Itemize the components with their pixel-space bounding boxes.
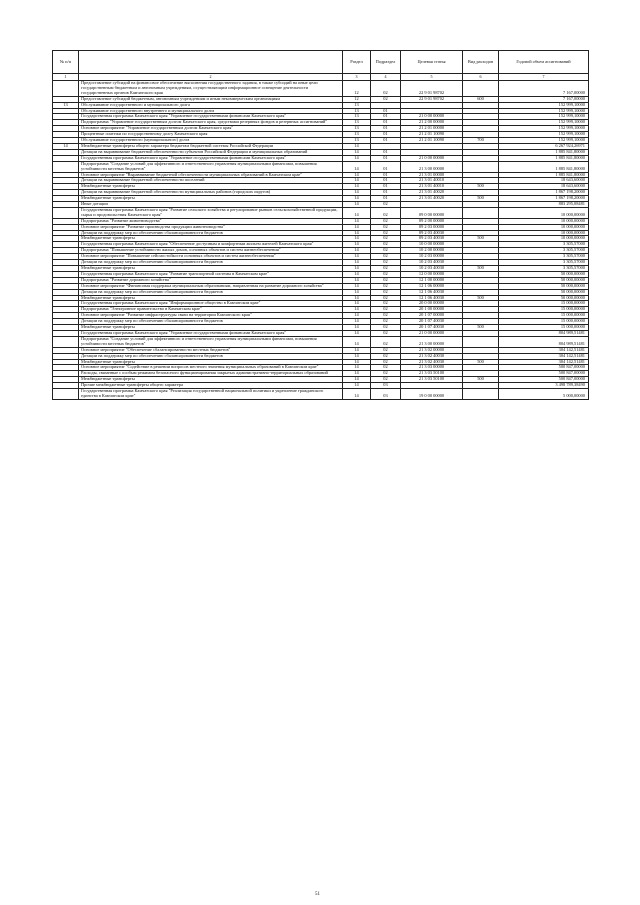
- row-podrazdel: 02: [371, 325, 401, 331]
- row-name: Государственная программа Камчатского края "Реализация государственной национальной политики и укрепление гражданского единства в Камчатском крае": [79, 389, 343, 400]
- row-amount: 500 847,00000: [499, 371, 589, 377]
- row-name: Государственная программа Камчатского края "Развитие транспортной системы в Камчатском крае": [79, 271, 343, 277]
- row-name: Предоставление субсидий на финансовое обеспечение выполнения государственного задания, в также субсидий на иные цели государственным бюджетным и автономным учреждениям, осуществляющим информационное освещение деятельности государственных органов Камчатского края: [79, 81, 343, 97]
- row-razdel: 14: [343, 383, 371, 389]
- row-name: Основное мероприятие "Содействие в решении вопросов местного значения муниципальных образований в Камчатском крае": [79, 365, 343, 371]
- row-amount: 1 885 841,80000: [499, 149, 589, 155]
- row-podrazdel: 01: [371, 196, 401, 202]
- row-csr: 21 3 00 00000: [401, 161, 463, 172]
- row-vr: 500: [463, 295, 499, 301]
- row-amount: 152 999,10000: [499, 138, 589, 144]
- row-name: Межбюджетные трансферты: [79, 266, 343, 272]
- row-razdel: 13: [343, 102, 371, 108]
- row-razdel: 13: [343, 108, 371, 114]
- row-podrazdel: 03: [371, 389, 401, 400]
- table-header-row: [53, 51, 589, 74]
- row-podrazdel: 02: [371, 248, 401, 254]
- row-amount: 18 643,60000: [499, 178, 589, 184]
- row-vr: 500: [463, 266, 499, 272]
- row-amount: 10 000,00000: [499, 218, 589, 224]
- row-name: Государственная программа Камчатского края "Управление государственными финансами Камчатского края": [79, 155, 343, 161]
- row-csr: 21 3 02 40030: [401, 359, 463, 365]
- row-amount: 50 000,00000: [499, 295, 589, 301]
- table-row: [53, 81, 589, 97]
- row-csr: 10 2 03 40030: [401, 260, 463, 266]
- row-vr: 500: [463, 325, 499, 331]
- row-vr: 500: [463, 196, 499, 202]
- row-amount: 50 000,00000: [499, 277, 589, 283]
- row-name: Основное мероприятие "Развитие производства продукции животноводства": [79, 224, 343, 230]
- table-row: [53, 161, 589, 172]
- index-cell: 1: [53, 74, 79, 81]
- header-csr: Целевая статья: [401, 51, 463, 74]
- row-podrazdel: 02: [371, 271, 401, 277]
- row-amount: 304 142,51481: [499, 359, 589, 365]
- row-vr: 600: [463, 96, 499, 102]
- row-razdel: 14: [343, 236, 371, 242]
- row-razdel: 14: [343, 207, 371, 218]
- row-podrazdel: 02: [371, 277, 401, 283]
- row-name: Основное мероприятие "Выравнивание бюджетной обеспеченности муниципальных образований в Камчатском крае": [79, 172, 343, 178]
- row-csr: 21 0 00 00000: [401, 155, 463, 161]
- row-podrazdel: 02: [371, 353, 401, 359]
- row-name: Межбюджетные трансферты: [79, 325, 343, 331]
- row-podrazdel: 01: [371, 178, 401, 184]
- header-amount: Годовой объем ассигнований: [499, 51, 589, 74]
- row-name: Дотации на поддержку мер по обеспечению сбалансированности бюджетов: [79, 260, 343, 266]
- row-podrazdel: 02: [371, 236, 401, 242]
- row-csr: 20 1 07 40030: [401, 325, 463, 331]
- row-amount: 18 643,60000: [499, 184, 589, 190]
- row-podrazdel: 02: [371, 347, 401, 353]
- row-vr: 500: [463, 377, 499, 383]
- index-cell: 2: [79, 74, 343, 81]
- row-name: Государственная программа Камчатского края "Управление государственными финансами Камчатского края": [79, 330, 343, 336]
- row-razdel: 14: [343, 319, 371, 325]
- row-razdel: 14: [343, 359, 371, 365]
- row-csr: 21 3 03 50100: [401, 371, 463, 377]
- row-name: Прочие межбюджетные трансферты общего характера: [79, 383, 343, 389]
- row-razdel: 14: [343, 353, 371, 359]
- row-csr: 12 1 00 00000: [401, 277, 463, 283]
- row-name: Основное мероприятие "Развитие инфраструктуры связи на территории Камчатского края": [79, 313, 343, 319]
- row-csr: 21 3 03 50100: [401, 377, 463, 383]
- row-amount: 7 167,00000: [499, 81, 589, 97]
- row-razdel: 14: [343, 190, 371, 196]
- table-body: [53, 81, 589, 400]
- row-razdel: 14: [343, 230, 371, 236]
- row-csr: 21 3 02 00000: [401, 347, 463, 353]
- row-podrazdel: 01: [371, 132, 401, 138]
- row-amount: 7 167,00000: [499, 96, 589, 102]
- row-podrazdel: 02: [371, 283, 401, 289]
- row-podrazdel: 02: [371, 377, 401, 383]
- row-amount: 3 305,57000: [499, 248, 589, 254]
- row-csr: 21 3 01 40010: [401, 178, 463, 184]
- row-razdel: 14: [343, 330, 371, 336]
- row-razdel: 14: [343, 377, 371, 383]
- row-name: Межбюджетные трансферты: [79, 184, 343, 190]
- row-amount: 6 267 924,26971: [499, 143, 589, 149]
- row-csr: 09 0 00 00000: [401, 207, 463, 218]
- row-name: Подпрограмма "Создание условий для эффективного и ответственного управления муниципальными финансами, повышения устойчивости местных бюджетов": [79, 161, 343, 172]
- row-razdel: 14: [343, 301, 371, 307]
- row-vr: [463, 161, 499, 172]
- row-podrazdel: 02: [371, 319, 401, 325]
- row-csr: 21 3 00 00000: [401, 336, 463, 347]
- row-amount: 883 295,08481: [499, 202, 589, 208]
- row-razdel: 14: [343, 149, 371, 155]
- row-amount: 804 989,51481: [499, 330, 589, 336]
- row-podrazdel: 02: [371, 266, 401, 272]
- row-name: Межбюджетные трансферты: [79, 295, 343, 301]
- row-amount: 152 999,10000: [499, 102, 589, 108]
- row-podrazdel: 02: [371, 207, 401, 218]
- row-razdel: 13: [343, 138, 371, 144]
- row-number: [53, 207, 79, 218]
- row-podrazdel: 01: [371, 172, 401, 178]
- row-name: Предоставление субсидий бюджетным, автономным учреждениям и иным некоммерческим организациям: [79, 96, 343, 102]
- row-razdel: 14: [343, 260, 371, 266]
- row-razdel: 14: [343, 313, 371, 319]
- row-amount: 152 999,10000: [499, 120, 589, 126]
- row-amount: 3 305,57000: [499, 242, 589, 248]
- row-csr: 10 2 03 40030: [401, 266, 463, 272]
- row-csr: 21 0 00 00000: [401, 330, 463, 336]
- row-name: Расходы, связанные с особым режимом безопасного функционирования закрытых административно-территориальных образований: [79, 371, 343, 377]
- row-name: Подпрограмма "Развитие животноводства": [79, 218, 343, 224]
- row-amount: 152 999,10000: [499, 126, 589, 132]
- row-amount: 10 000,00000: [499, 224, 589, 230]
- row-podrazdel: 01: [371, 161, 401, 172]
- row-name: Межбюджетные трансферты общего характера бюджетам бюджетной системы Российской Федерации: [79, 143, 343, 149]
- row-podrazdel: 02: [371, 230, 401, 236]
- row-amount: 804 989,51481: [499, 336, 589, 347]
- row-podrazdel: 02: [371, 81, 401, 97]
- index-cell: 7: [499, 74, 589, 81]
- row-name: Обслуживание государственного внутреннего и муниципального долга: [79, 108, 343, 114]
- row-name: Государственная программа Камчатского края "Информационное общество в Камчатском крае": [79, 301, 343, 307]
- row-razdel: 14: [343, 161, 371, 172]
- row-amount: 304 142,51481: [499, 353, 589, 359]
- row-name: Государственная программа Камчатского края "Обеспечение доступным и комфортным жильем жителей Камчатского края": [79, 242, 343, 248]
- row-podrazdel: 02: [371, 307, 401, 313]
- table-row: [53, 389, 589, 400]
- row-amount: 50 000,00000: [499, 289, 589, 295]
- row-csr: 09 2 03 00000: [401, 224, 463, 230]
- row-name: Межбюджетные трансферты: [79, 236, 343, 242]
- row-csr: 21 3 03 00000: [401, 365, 463, 371]
- row-amount: 50 000,00000: [499, 283, 589, 289]
- row-amount: 15 000,00000: [499, 307, 589, 313]
- index-cell: 4: [371, 74, 401, 81]
- row-name: Основное мероприятие "Повышение сейсмостойкости основных объектов и систем жизнеобеспечения": [79, 254, 343, 260]
- row-csr: 21 2 01 10090: [401, 132, 463, 138]
- row-name: Обслуживание государственного (муниципального) долга: [79, 138, 343, 144]
- row-name: Процентные платежи по государственному долгу Камчатского края: [79, 132, 343, 138]
- row-csr: 21 3 01 40020: [401, 190, 463, 196]
- row-name: Основное мероприятие "Управление государственным долгом Камчатского края": [79, 126, 343, 132]
- row-name: Подпрограмма "Управление государственным долгом Камчатского края, средствами резервных фондов и резервных ассигнований": [79, 120, 343, 126]
- row-podrazdel: 02: [371, 242, 401, 248]
- row-name: Иные дотации: [79, 202, 343, 208]
- row-csr: 21 3 01 40010: [401, 184, 463, 190]
- row-csr: 21 0 00 00000: [401, 114, 463, 120]
- header-name: [79, 51, 343, 74]
- row-name: Дотации на выравнивание бюджетной обеспеченности субъектов Российской Федерации и муниципальных образований: [79, 149, 343, 155]
- row-razdel: 14: [343, 325, 371, 331]
- row-csr: 20 1 07 00000: [401, 313, 463, 319]
- row-razdel: 14: [343, 143, 371, 149]
- row-razdel: 14: [343, 371, 371, 377]
- row-razdel: 14: [343, 155, 371, 161]
- row-name: Дотации на выравнивание бюджетной обеспеченности муниципальных районов (городских округов): [79, 190, 343, 196]
- row-vr: [463, 389, 499, 400]
- row-csr: 21 2 01 00000: [401, 126, 463, 132]
- row-podrazdel: 01: [371, 149, 401, 155]
- index-cell: 3: [343, 74, 371, 81]
- row-number: 14: [53, 143, 79, 149]
- row-podrazdel: 02: [371, 301, 401, 307]
- row-name: Подпрограмма "Электронное правительство в Камчатском крае": [79, 307, 343, 313]
- row-podrazdel: 02: [371, 260, 401, 266]
- row-razdel: 14: [343, 266, 371, 272]
- row-csr: 21 3 01 40020: [401, 196, 463, 202]
- row-amount: 1 885 841,80000: [499, 161, 589, 172]
- row-razdel: 14: [343, 242, 371, 248]
- row-number: [53, 161, 79, 172]
- row-name: Дотации на поддержку мер по обеспечению сбалансированности бюджетов: [79, 353, 343, 359]
- row-name: Дотации на поддержку мер по обеспечению сбалансированности бюджетов: [79, 319, 343, 325]
- row-csr: 20 1 00 00000: [401, 307, 463, 313]
- row-amount: 15 000,00000: [499, 313, 589, 319]
- row-razdel: 13: [343, 126, 371, 132]
- row-vr: 700: [463, 138, 499, 144]
- row-podrazdel: 02: [371, 202, 401, 208]
- row-amount: 1 867 198,20000: [499, 190, 589, 196]
- row-podrazdel: 01: [371, 184, 401, 190]
- row-razdel: 14: [343, 277, 371, 283]
- row-number: [53, 336, 79, 347]
- header-razdel: Раздел: [343, 51, 371, 74]
- row-razdel: 13: [343, 114, 371, 120]
- row-amount: 3 305,57000: [499, 266, 589, 272]
- row-name: Основное мероприятие "Финансовая поддержка муниципальным образованиям, направленная на развитие дорожного хозяйства": [79, 283, 343, 289]
- row-name: Подпрограмма "Повышение устойчивости жилых домов, основных объектов и систем жизнеобеспечения": [79, 248, 343, 254]
- page-number: 51: [315, 892, 320, 897]
- row-amount: 10 000,00000: [499, 236, 589, 242]
- row-podrazdel: 03: [371, 383, 401, 389]
- index-cell: 6: [463, 74, 499, 81]
- row-csr: 22 9 01 98702: [401, 81, 463, 97]
- row-vr: 500: [463, 184, 499, 190]
- header-vr: Вид расходов: [463, 51, 499, 74]
- header-no: № п/п: [53, 51, 79, 74]
- row-amount: 500 847,00000: [499, 365, 589, 371]
- row-vr: [463, 336, 499, 347]
- row-podrazdel: 01: [371, 126, 401, 132]
- row-name: Основное мероприятие "Обеспечение сбалансированности местных бюджетов": [79, 347, 343, 353]
- row-amount: 1 867 198,20000: [499, 196, 589, 202]
- row-csr: 21 2 00 00000: [401, 120, 463, 126]
- row-amount: 15 000,00000: [499, 301, 589, 307]
- row-amount: 15 000,00000: [499, 325, 589, 331]
- row-amount: 3 498 789,38490: [499, 383, 589, 389]
- row-podrazdel: 01: [371, 190, 401, 196]
- row-podrazdel: 01: [371, 155, 401, 161]
- row-csr: 10 2 03 00000: [401, 254, 463, 260]
- row-podrazdel: 02: [371, 224, 401, 230]
- row-amount: 1 885 841,80000: [499, 155, 589, 161]
- row-razdel: 14: [343, 336, 371, 347]
- row-razdel: 14: [343, 365, 371, 371]
- row-amount: 304 142,51481: [499, 347, 589, 353]
- row-razdel: 12: [343, 81, 371, 97]
- row-razdel: 13: [343, 132, 371, 138]
- row-razdel: 14: [343, 283, 371, 289]
- row-csr: 12 0 00 00000: [401, 271, 463, 277]
- budget-table: [52, 50, 589, 400]
- row-podrazdel: 02: [371, 359, 401, 365]
- row-razdel: 14: [343, 254, 371, 260]
- row-podrazdel: 02: [371, 330, 401, 336]
- row-podrazdel: 02: [371, 96, 401, 102]
- row-podrazdel: 02: [371, 289, 401, 295]
- row-number: [53, 389, 79, 400]
- row-podrazdel: 02: [371, 365, 401, 371]
- row-podrazdel: 02: [371, 313, 401, 319]
- row-vr: 500: [463, 236, 499, 242]
- row-amount: 152 999,10000: [499, 108, 589, 114]
- row-amount: 3 305,57000: [499, 260, 589, 266]
- row-csr: 22 9 01 98702: [401, 96, 463, 102]
- index-cell: 5: [401, 74, 463, 81]
- row-razdel: 14: [343, 172, 371, 178]
- row-vr: 500: [463, 359, 499, 365]
- row-podrazdel: 02: [371, 295, 401, 301]
- row-csr: 21 3 01 00000: [401, 172, 463, 178]
- row-podrazdel: 01: [371, 114, 401, 120]
- row-name: Дотации на поддержку мер по обеспечению сбалансированности бюджетов: [79, 230, 343, 236]
- row-podrazdel: 01: [371, 120, 401, 126]
- row-razdel: 14: [343, 271, 371, 277]
- row-razdel: 14: [343, 218, 371, 224]
- row-amount: 50 000,00000: [499, 271, 589, 277]
- row-razdel: 14: [343, 295, 371, 301]
- row-amount: 152 999,10000: [499, 132, 589, 138]
- row-podrazdel: 01: [371, 108, 401, 114]
- row-razdel: 14: [343, 196, 371, 202]
- row-amount: 10 000,00000: [499, 230, 589, 236]
- row-csr: 09 2 00 00000: [401, 218, 463, 224]
- row-name: Дотации на поддержку мер по обеспечению сбалансированности бюджетов: [79, 289, 343, 295]
- row-number: 13: [53, 102, 79, 108]
- row-razdel: 14: [343, 178, 371, 184]
- row-csr: 21 2 01 10090: [401, 138, 463, 144]
- row-name: Государственная программа Камчатского края "Развитие сельского хозяйства и регулирование рынков сельскохозяйственной продукции, сырья и продовольствия Камчатского края": [79, 207, 343, 218]
- row-podrazdel: 01: [371, 138, 401, 144]
- row-csr: 10 2 00 00000: [401, 248, 463, 254]
- row-name: Обслуживание государственного и муниципального долга: [79, 102, 343, 108]
- row-csr: 20 0 00 00000: [401, 301, 463, 307]
- row-razdel: 14: [343, 347, 371, 353]
- row-csr: 20 1 07 40030: [401, 319, 463, 325]
- row-csr: 12 1 06 40030: [401, 289, 463, 295]
- row-razdel: 14: [343, 248, 371, 254]
- row-razdel: 14: [343, 389, 371, 400]
- row-razdel: 14: [343, 307, 371, 313]
- row-csr: 12 1 06 40030: [401, 295, 463, 301]
- row-amount: 152 999,10000: [499, 114, 589, 120]
- row-podrazdel: 02: [371, 336, 401, 347]
- row-csr: 21 3 02 40030: [401, 353, 463, 359]
- row-csr: 12 1 06 00000: [401, 283, 463, 289]
- row-amount: 3 305,57000: [499, 254, 589, 260]
- row-amount: 500 847,00000: [499, 377, 589, 383]
- row-podrazdel: 02: [371, 254, 401, 260]
- row-vr: [463, 81, 499, 97]
- row-name: Межбюджетные трансферты: [79, 359, 343, 365]
- table-row: [53, 207, 589, 218]
- row-podrazdel: 02: [371, 218, 401, 224]
- row-name: Подпрограмма "Создание условий для эффективного и ответственного управления муниципальными финансами, повышения устойчивости местных бюджетов": [79, 336, 343, 347]
- row-number: [53, 81, 79, 97]
- row-name: Межбюджетные трансферты: [79, 196, 343, 202]
- row-vr: [463, 207, 499, 218]
- table-row: [53, 336, 589, 347]
- row-razdel: 14: [343, 224, 371, 230]
- header-podrazdel: Подраздел: [371, 51, 401, 74]
- row-name: Государственная программа Камчатского края "Управление государственными финансами Камчатского края": [79, 114, 343, 120]
- row-csr: 09 2 03 40030: [401, 236, 463, 242]
- row-amount: 10 000,00000: [499, 207, 589, 218]
- row-razdel: 14: [343, 289, 371, 295]
- row-razdel: 14: [343, 184, 371, 190]
- row-csr: 19 0 00 00000: [401, 389, 463, 400]
- row-podrazdel: 02: [371, 371, 401, 377]
- row-csr: 10 0 00 00000: [401, 242, 463, 248]
- row-amount: 1 885 841,80000: [499, 172, 589, 178]
- row-amount: 5 000,00000: [499, 389, 589, 400]
- row-razdel: 13: [343, 120, 371, 126]
- row-name: Межбюджетные трансферты: [79, 377, 343, 383]
- row-name: Дотации на выравнивание бюджетной обеспеченности поселений: [79, 178, 343, 184]
- row-amount: 15 000,00000: [499, 319, 589, 325]
- row-csr: 09 2 03 40030: [401, 230, 463, 236]
- row-razdel: 12: [343, 96, 371, 102]
- row-razdel: 14: [343, 202, 371, 208]
- row-name: Подпрограмма "Развитие дорожного хозяйства": [79, 277, 343, 283]
